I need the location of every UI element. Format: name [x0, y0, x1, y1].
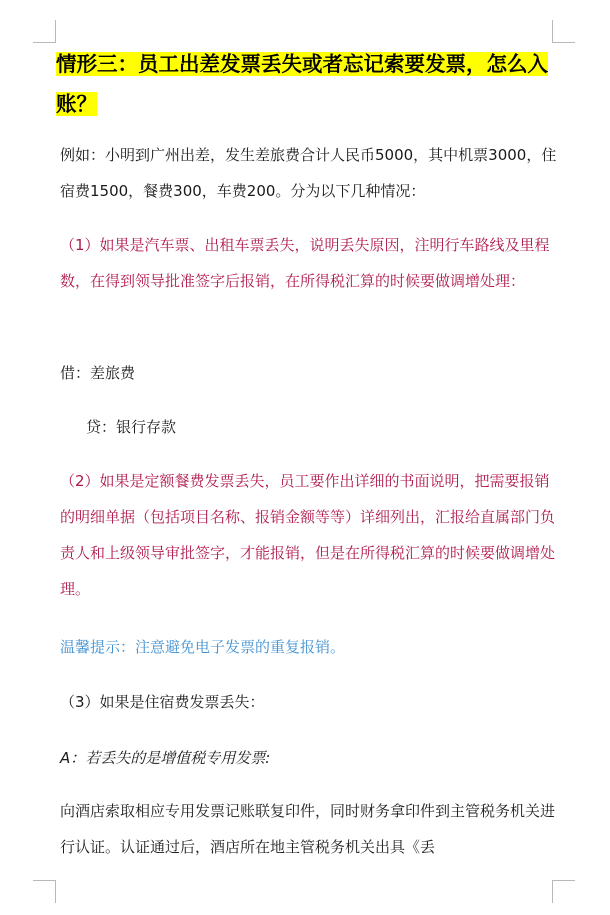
crop-mark-top-right — [552, 20, 575, 43]
case-1-paragraph: （1）如果是汽车票、出租车票丢失，说明丢失原因，注明行车路线及里程数，在得到领导批准签字后报销，在所得税汇算的时候要做调增处理： — [60, 236, 550, 290]
debit-entry: 借：差旅费 — [60, 364, 136, 382]
example-paragraph: 例如：小明到广州出差，发生差旅费合计人民币5000，其中机票3000，住宿费1500，餐费300，车费200。分为以下几种情况： — [60, 146, 557, 200]
tip-paragraph: 温馨提示：注意避免电子发票的重复报销。 — [60, 638, 346, 656]
crop-mark-bottom-right — [552, 880, 575, 903]
case-3-paragraph: （3）如果是住宿费发票丢失： — [60, 693, 265, 711]
heading-highlight: 情形三：员工出差发票丢失或者忘记索要发票，怎么入账？ — [56, 52, 548, 116]
crop-mark-top-left — [33, 20, 56, 43]
section-heading — [56, 44, 562, 124]
case-2-paragraph: （2）如果是定额餐费发票丢失，员工要作出详细的书面说明，把需要报销的明细单据（包括项目名称、报销金额等等）详细列出，汇报给直属部门负责人和上级领导审批签字，才能报销，但是在所得税汇算的时候要做调增处理。 — [60, 472, 556, 598]
crop-mark-bottom-left — [33, 880, 56, 903]
body-paragraph: 向酒店索取相应专用发票记账联复印件，同时财务拿印件到主管税务机关进行认证。认证通过后，酒店所在地主管税务机关出具《丢 — [60, 802, 556, 856]
case-a-heading: A：若丢失的是增值税专用发票: — [60, 749, 271, 767]
credit-entry: 贷：银行存款 — [86, 418, 177, 436]
